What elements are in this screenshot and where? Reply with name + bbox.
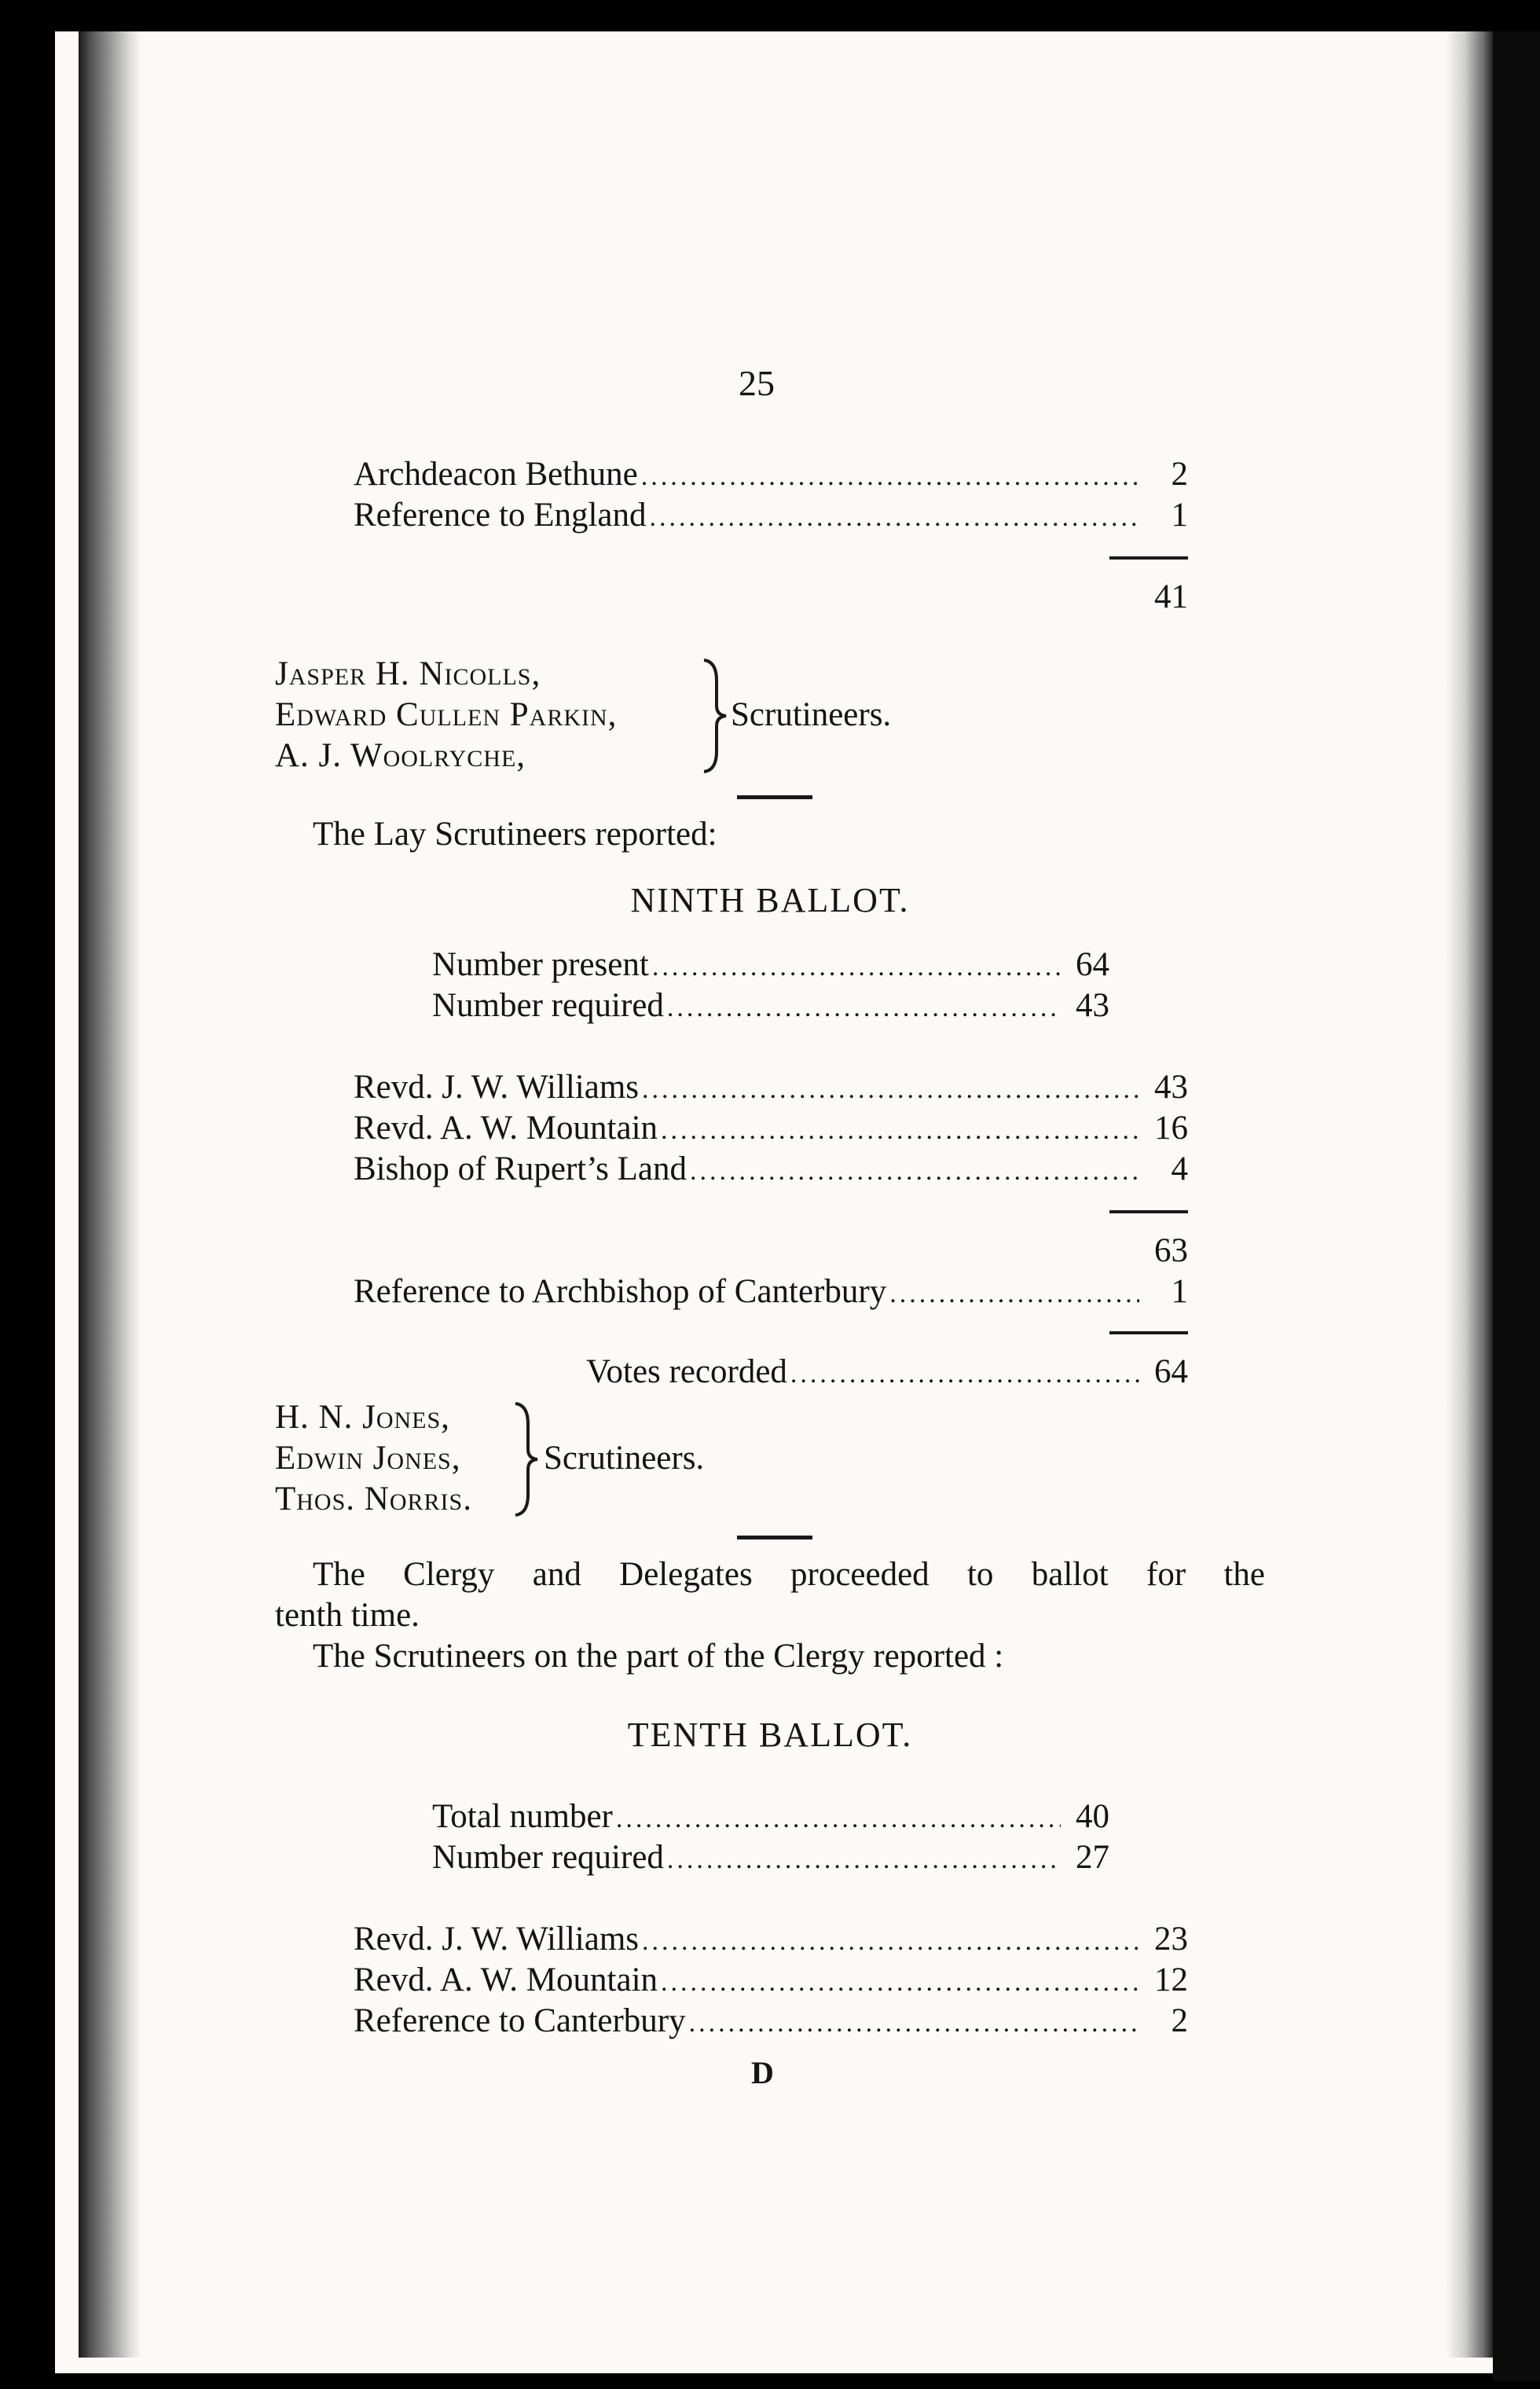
page-edge-right bbox=[1446, 31, 1493, 2358]
leader-dots bbox=[667, 1840, 1061, 1881]
leader-dots bbox=[642, 1070, 1139, 1110]
tally-label: Number present bbox=[432, 946, 649, 983]
tally-value: 43 bbox=[1076, 987, 1109, 1024]
tally-label: Total number bbox=[432, 1798, 613, 1835]
page-gutter-left bbox=[79, 31, 141, 2358]
brace-icon bbox=[511, 1400, 542, 1518]
tally-value: 12 bbox=[1154, 1961, 1188, 1998]
leader-dots bbox=[616, 1799, 1061, 1840]
leader-dots bbox=[690, 1151, 1139, 1192]
tally-label: Votes recorded bbox=[586, 1353, 787, 1390]
paragraph-line: The Scrutineers on the part of the Clergy reported : bbox=[313, 1638, 1004, 1675]
scrutineers-title: Scrutineers. bbox=[544, 1440, 705, 1477]
tally-label: Archdeacon Bethune bbox=[354, 456, 638, 493]
tally-value: 16 bbox=[1154, 1110, 1188, 1147]
scan-border-right bbox=[1493, 31, 1540, 2381]
leader-dots bbox=[790, 1354, 1139, 1395]
tenth-ballot-heading: TENTH BALLOT. bbox=[627, 1716, 913, 1754]
leader-dots bbox=[667, 988, 1061, 1029]
section-rule bbox=[737, 1536, 812, 1539]
leader-dots bbox=[661, 1110, 1139, 1151]
tally-row bbox=[354, 1272, 1188, 1312]
lay-report-text: The Lay Scrutineers reported: bbox=[313, 816, 717, 853]
leader-dots bbox=[650, 497, 1140, 538]
tally-label: Reference to England bbox=[354, 497, 647, 534]
leader-dots bbox=[652, 947, 1061, 988]
tally-label: Reference to Canterbury bbox=[354, 2002, 686, 2039]
tally-row bbox=[354, 495, 1188, 536]
tally-row bbox=[354, 1149, 1188, 1190]
brace-icon bbox=[699, 657, 731, 775]
tally-row bbox=[354, 1960, 1188, 2001]
sum-rule bbox=[1109, 556, 1188, 560]
sum-rule bbox=[1109, 1210, 1188, 1213]
leader-dots bbox=[661, 1962, 1139, 2003]
tally-row bbox=[354, 454, 1188, 495]
paragraph-line: The Clergy and Delegates proceeded to ballot for the bbox=[313, 1556, 1265, 1593]
tally-value: 1 bbox=[1171, 1273, 1188, 1310]
scrutineer-name: Edwin Jones, bbox=[275, 1440, 461, 1477]
tally-value: 23 bbox=[1154, 1921, 1188, 1958]
tally-row bbox=[432, 1796, 1109, 1837]
leader-dots bbox=[889, 1274, 1139, 1315]
section-rule bbox=[737, 795, 812, 799]
leader-dots bbox=[642, 1921, 1139, 1962]
tally-row bbox=[354, 2001, 1188, 2042]
tally-value: 2 bbox=[1171, 2002, 1188, 2039]
scrutineers-title: Scrutineers. bbox=[731, 696, 892, 733]
tally-value: 64 bbox=[1154, 1353, 1188, 1390]
signature-mark: D bbox=[751, 2055, 774, 2090]
scrutineer-name: H. N. Jones, bbox=[275, 1399, 450, 1436]
tally-row bbox=[432, 945, 1109, 985]
tally-label: Number required bbox=[432, 1839, 664, 1876]
tally-value: 64 bbox=[1076, 946, 1109, 983]
tally-label: Revd. J. W. Williams bbox=[354, 1069, 640, 1106]
scrutineer-name: Edward Cullen Parkin, bbox=[275, 696, 618, 733]
tally-row bbox=[354, 1067, 1188, 1108]
scrutineer-name: Jasper H. Nicolls, bbox=[275, 655, 541, 692]
tally-label: Revd. J. W. Williams bbox=[354, 1921, 640, 1958]
tally-value: 43 bbox=[1154, 1069, 1188, 1106]
tally-row bbox=[354, 1919, 1188, 1960]
leader-dots bbox=[689, 2003, 1139, 2044]
tally-label: Revd. A. W. Mountain bbox=[354, 1961, 658, 1998]
total-value: 41 bbox=[1154, 578, 1188, 615]
page-number: 25 bbox=[739, 363, 775, 403]
tally-value: 40 bbox=[1076, 1798, 1109, 1835]
scrutineer-name: Thos. Norris. bbox=[275, 1481, 472, 1517]
tally-row bbox=[354, 1108, 1188, 1149]
tally-value: 4 bbox=[1171, 1150, 1188, 1187]
tally-value: 2 bbox=[1171, 456, 1188, 493]
paragraph-line: tenth time. bbox=[275, 1597, 420, 1634]
subtotal-value: 63 bbox=[1154, 1232, 1188, 1269]
tally-row bbox=[432, 985, 1109, 1026]
tally-label: Reference to Archbishop of Canterbury bbox=[354, 1273, 887, 1310]
ninth-ballot-heading: NINTH BALLOT. bbox=[630, 881, 910, 919]
tally-value: 27 bbox=[1076, 1839, 1109, 1876]
tally-value: 1 bbox=[1171, 497, 1188, 534]
tally-label: Revd. A. W. Mountain bbox=[354, 1110, 658, 1147]
sum-rule bbox=[1109, 1331, 1188, 1334]
leader-dots bbox=[641, 457, 1139, 497]
tally-row bbox=[432, 1837, 1109, 1878]
scrutineer-name: A. J. Woolryche, bbox=[275, 737, 526, 774]
tally-label: Number required bbox=[432, 987, 664, 1024]
tally-row bbox=[586, 1352, 1188, 1393]
tally-label: Bishop of Rupert’s Land bbox=[354, 1150, 687, 1187]
